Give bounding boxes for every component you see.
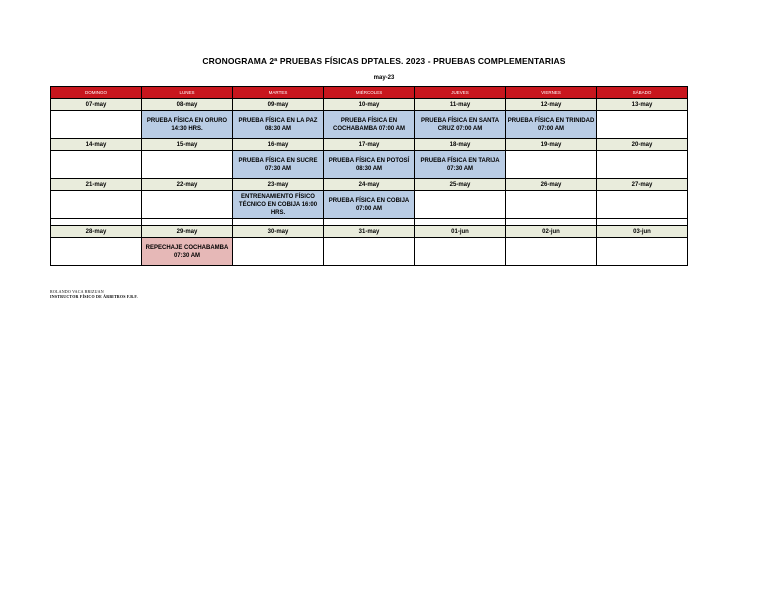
event-cell-empty [506, 151, 597, 179]
calendar-table [50, 86, 688, 266]
date-cell: 18-may [415, 139, 506, 151]
event-cell: PRUEBA FÍSICA EN SANTA CRUZ 07:00 AM [415, 111, 506, 139]
event-row [51, 238, 688, 266]
month-label: may-23 [373, 75, 395, 81]
event-cell: PRUEBA FÍSICA EN SUCRE 07:30 AM [233, 151, 324, 179]
signature-name: ROLANDO VACA BRIZUAN [50, 289, 104, 294]
event-cell-empty [324, 238, 415, 266]
event-row [51, 191, 688, 219]
event-cell-empty [597, 238, 688, 266]
date-cell: 11-may [415, 99, 506, 111]
date-cell: 08-may [142, 99, 233, 111]
event-row [51, 151, 688, 179]
weekday-header: MARTES [233, 87, 324, 99]
spacer-cell [233, 219, 324, 226]
date-row [51, 99, 688, 111]
date-cell: 27-may [597, 179, 688, 191]
date-cell: 22-may [142, 179, 233, 191]
event-cell-empty [142, 151, 233, 179]
event-cell: ENTRENAMIENTO FÍSICO TÉCNICO EN COBIJA 16:00 HRS. [233, 191, 324, 219]
event-cell: PRUEBA FÍSICA EN POTOSÍ 08:30 AM [324, 151, 415, 179]
date-cell: 28-may [51, 226, 142, 238]
date-cell: 25-may [415, 179, 506, 191]
spacer-cell [51, 219, 142, 226]
date-cell: 12-may [506, 99, 597, 111]
date-cell: 07-may [51, 99, 142, 111]
weekday-header: DOMINGO [51, 87, 142, 99]
weekday-header: JUEVES [415, 87, 506, 99]
event-cell: PRUEBA FÍSICA EN ORURO 14:30 HRS. [142, 111, 233, 139]
weekday-header: MIÉRCOLES [324, 87, 415, 99]
event-row [51, 111, 688, 139]
signature-block [50, 289, 138, 299]
event-cell-empty [597, 191, 688, 219]
event-cell-empty [51, 111, 142, 139]
event-cell: PRUEBA FÍSICA EN COCHABAMBA 07:00 AM [324, 111, 415, 139]
spacer-cell [597, 219, 688, 226]
event-cell-empty [415, 191, 506, 219]
spacer-cell [324, 219, 415, 226]
date-cell: 10-may [324, 99, 415, 111]
date-cell: 30-may [233, 226, 324, 238]
event-cell-empty [415, 238, 506, 266]
event-cell: PRUEBA FÍSICA EN LA PAZ 08:30 AM [233, 111, 324, 139]
event-cell-empty [51, 191, 142, 219]
event-cell-empty [51, 238, 142, 266]
spacer-cell [506, 219, 597, 226]
page-title: CRONOGRAMA 2ª PRUEBAS FÍSICAS DPTALES. 2023 - PRUEBAS COMPLEMENTARIAS [202, 56, 566, 66]
event-cell-empty [51, 151, 142, 179]
event-cell-empty [597, 151, 688, 179]
event-cell-empty [142, 191, 233, 219]
spacer-cell [142, 219, 233, 226]
weekday-header: VIERNES [506, 87, 597, 99]
date-cell: 26-may [506, 179, 597, 191]
date-cell: 21-may [51, 179, 142, 191]
date-cell: 23-may [233, 179, 324, 191]
event-cell: PRUEBA FÍSICA EN TARIJA 07:30 AM [415, 151, 506, 179]
date-cell: 15-may [142, 139, 233, 151]
event-cell-empty [597, 111, 688, 139]
event-cell: REPECHAJE COCHABAMBA 07:30 AM [142, 238, 233, 266]
date-cell: 14-may [51, 139, 142, 151]
weekday-header-row [51, 87, 688, 99]
date-cell: 09-may [233, 99, 324, 111]
event-cell-empty [506, 238, 597, 266]
date-row [51, 139, 688, 151]
date-cell: 19-may [506, 139, 597, 151]
event-cell-empty [233, 238, 324, 266]
date-cell: 03-jun [597, 226, 688, 238]
spacer-row [51, 219, 688, 226]
spacer-cell [415, 219, 506, 226]
date-cell: 13-may [597, 99, 688, 111]
date-cell: 02-jun [506, 226, 597, 238]
date-cell: 24-may [324, 179, 415, 191]
weekday-header: LUNES [142, 87, 233, 99]
date-cell: 29-may [142, 226, 233, 238]
event-cell: PRUEBA FÍSICA EN TRINIDAD 07:00 AM [506, 111, 597, 139]
date-row [51, 226, 688, 238]
event-cell: PRUEBA FÍSICA EN COBIJA 07:00 AM [324, 191, 415, 219]
date-cell: 20-may [597, 139, 688, 151]
signature-role: INSTRUCTOR FÍSICO DE ÁRBITROS F.B.F. [50, 294, 138, 299]
weekday-header: SÁBADO [597, 87, 688, 99]
date-cell: 01-jun [415, 226, 506, 238]
date-cell: 16-may [233, 139, 324, 151]
date-cell: 17-may [324, 139, 415, 151]
date-row [51, 179, 688, 191]
event-cell-empty [506, 191, 597, 219]
date-cell: 31-may [324, 226, 415, 238]
